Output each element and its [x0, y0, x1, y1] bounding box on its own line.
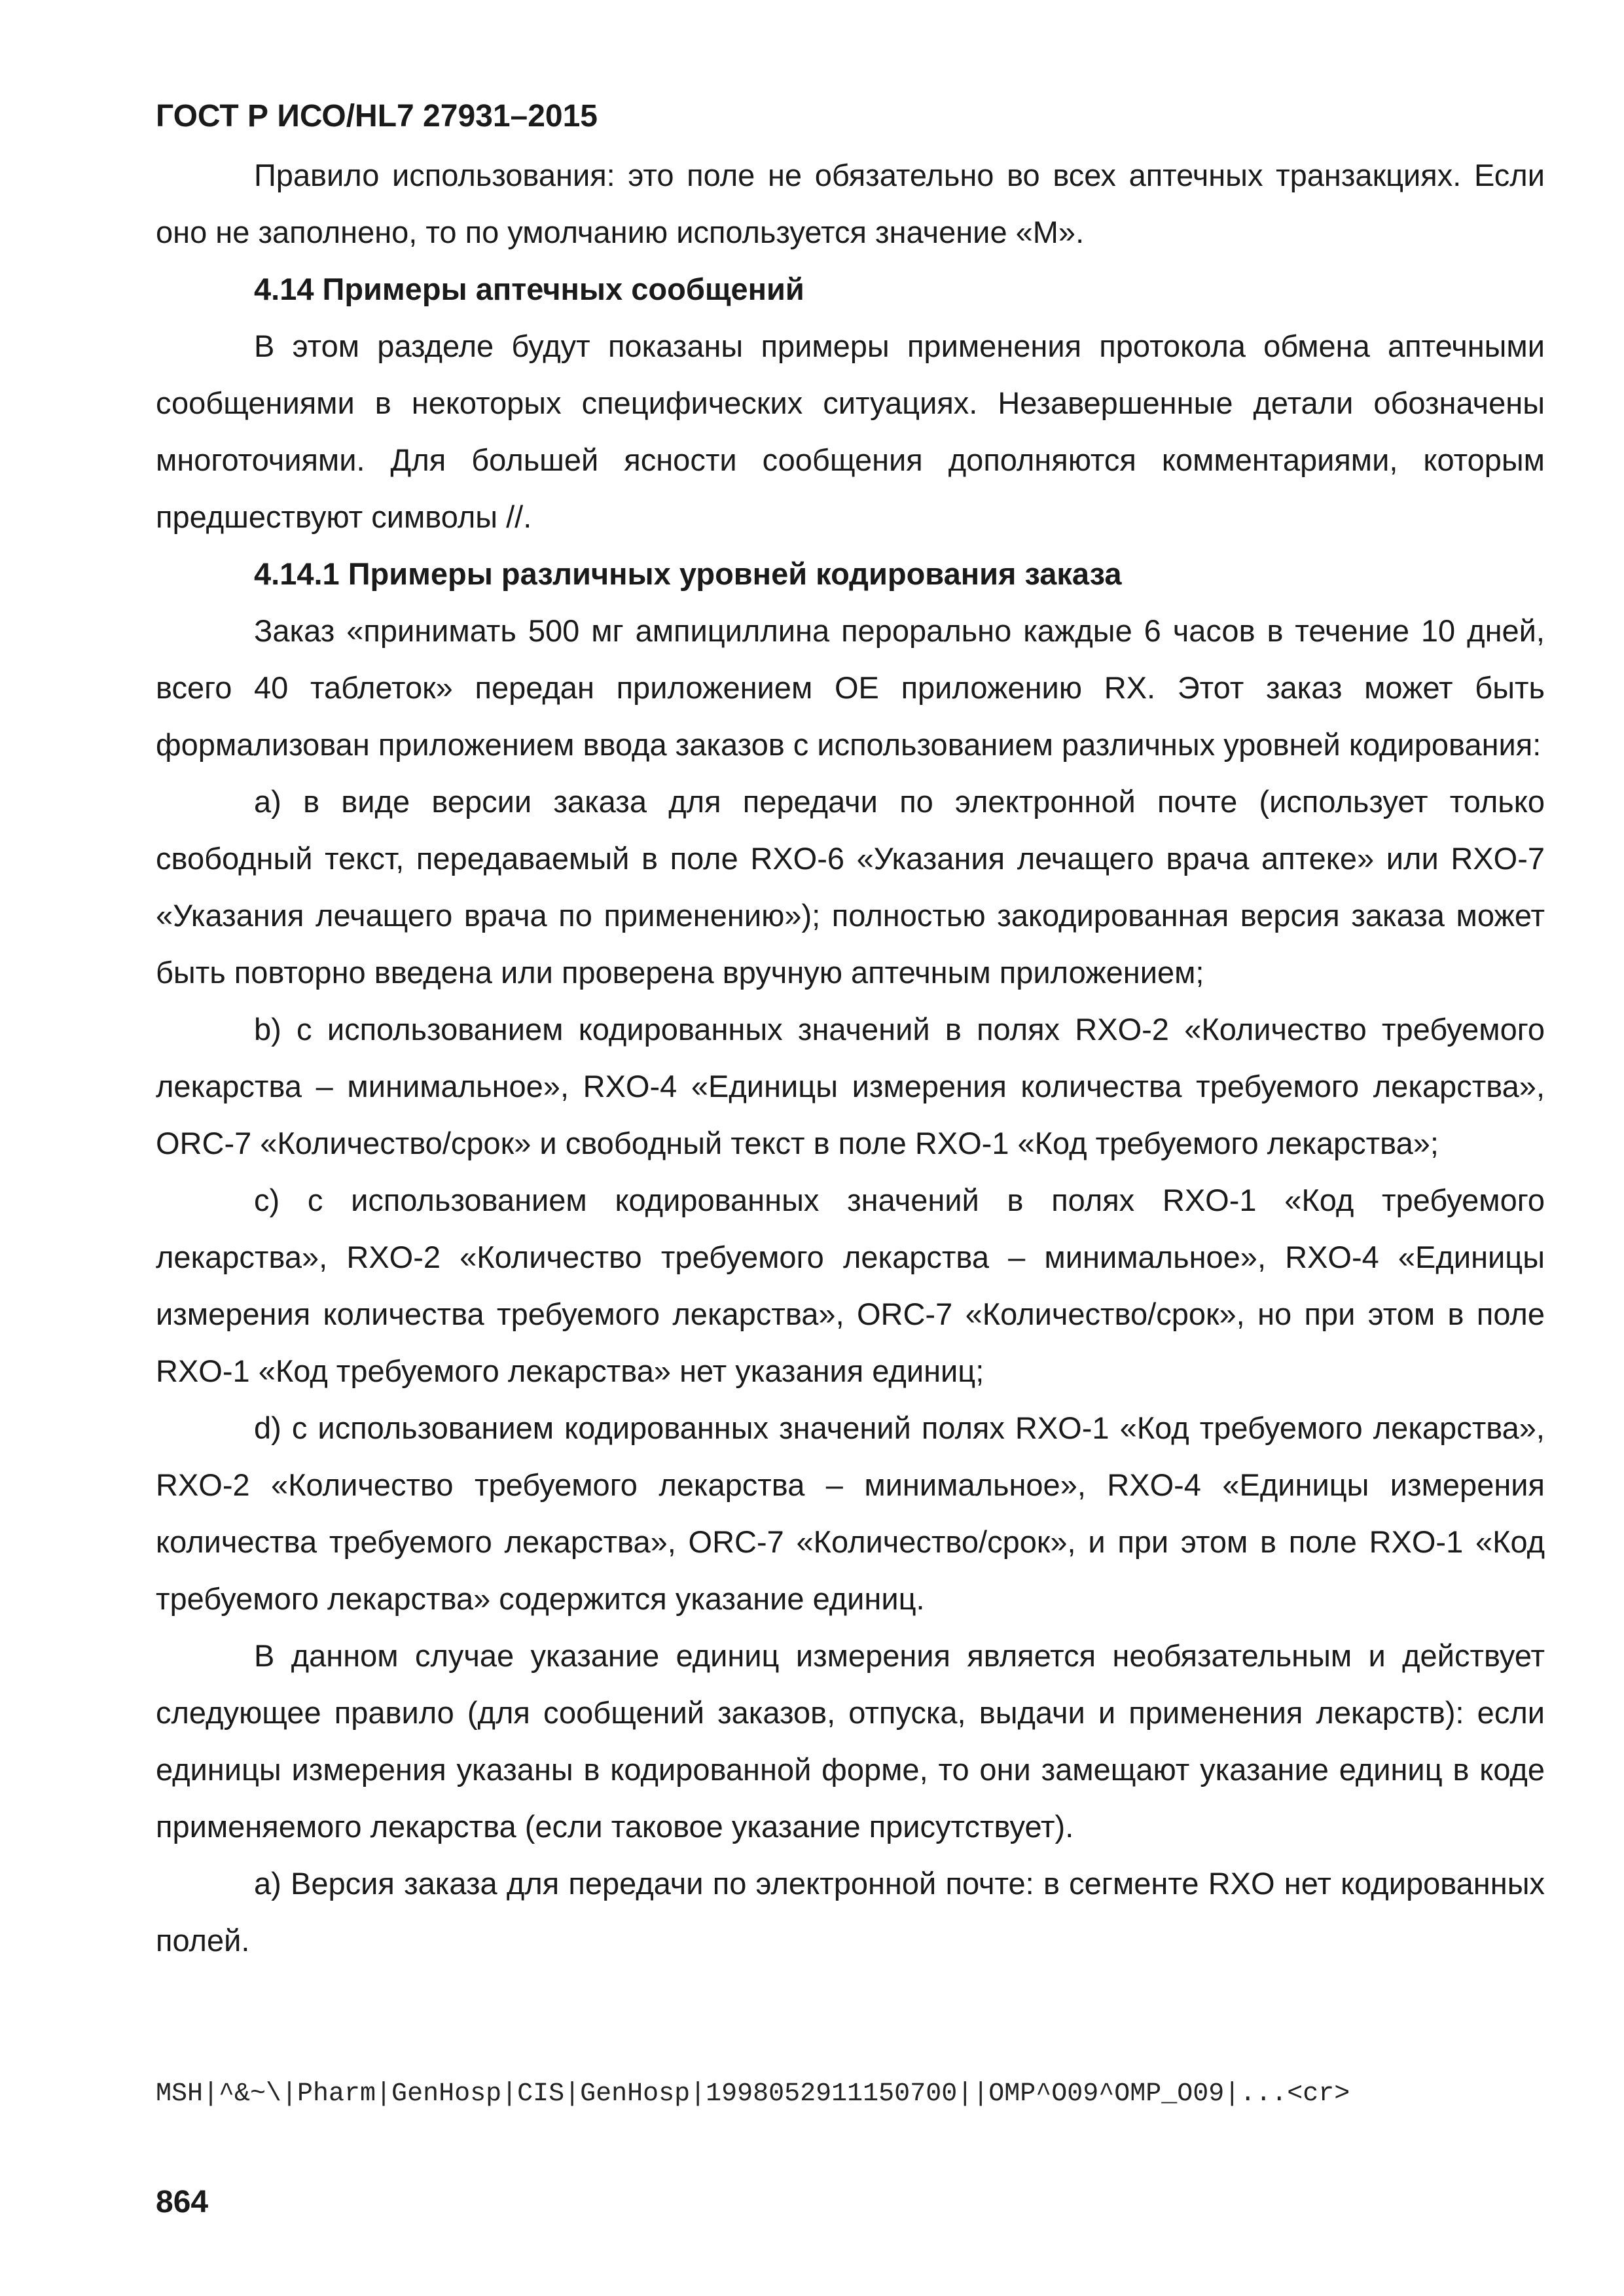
list-item-a: а) в виде версии заказа для передачи по электронной почте (использует только свободный текст, передаваемый в поле RXO-6 «Указания лечащего врача аптеке» или RXO-7 «Указания лечащего врача по применению»); полностью закодированная версия заказа может быть повторно введена или проверена вручную аптечным приложением;	[156, 784, 1545, 990]
list-item-d: d) с использованием кодированных значений полях RXO-1 «Код требуемого лекарства», RXO-2 «Количество требуемого лекарства – минимальное», RXO-4 «Единицы измерения количества требуемого лекарства», ORC-7 «Количество/срок», и при этом в поле RXO-1 «Код требуемого лекарства» содержится указание единиц.	[156, 1410, 1545, 1616]
section-heading-4-14-1: 4.14.1 Примеры различных уровней кодирования заказа	[254, 556, 1122, 591]
msh-segment-code: MSH|^&~\|Pharm|GenHosp|CIS|GenHosp|1998052911150700||OMP^O09^OMP_O09|...<cr>	[156, 2079, 1350, 2109]
list-item-b: b) с использованием кодированных значений в полях RXO-2 «Количество требуемого лекарства – минимальное», RXO-4 «Единицы измерения количества требуемого лекарства», ORC-7 «Количество/срок» и свободный текст в поле RXO-1 «Код требуемого лекарства»;	[156, 1012, 1545, 1160]
standard-header: ГОСТ Р ИСО/HL7 27931–2015	[156, 99, 598, 134]
intro-paragraph: В этом разделе будут показаны примеры применения протокола обмена аптечными сообщениями в некоторых специфических ситуациях. Незавершенные детали обозначены многоточиями. Для большей ясности сообщения дополняются комментариями, которым предшествуют символы //.	[156, 329, 1545, 534]
order-paragraph: Заказ «принимать 500 мг ампициллина перорально каждые 6 часов в течение 10 дней, всего 40 таблеток» передан приложением ОЕ приложению RX. Этот заказ может быть формализован приложением ввода заказов с использованием различных уровней кодирования:	[156, 613, 1545, 762]
email-version-paragraph: а) Версия заказа для передачи по электронной почте: в сегменте RXO нет кодированных полей.	[156, 1866, 1545, 1958]
page-number: 864	[156, 2185, 209, 2219]
document-body	[156, 147, 1545, 1969]
section-heading-4-14: 4.14 Примеры аптечных сообщений	[254, 272, 804, 306]
list-item-c: c) с использованием кодированных значений в полях RXO-1 «Код требуемого лекарства», RXO-2 «Количество требуемого лекарства – минимальное», RXO-4 «Единицы измерения количества требуемого лекарства», ORC-7 «Количество/срок», но при этом в поле RXO-1 «Код требуемого лекарства» нет указания единиц;	[156, 1183, 1545, 1388]
units-rule-paragraph: В данном случае указание единиц измерения является необязательным и действует следующее правило (для сообщений заказов, отпуска, выдачи и применения лекарств): если единицы измерения указаны в кодированной форме, то они замещают указание единиц в коде применяемого лекарства (если таковое указание присутствует).	[156, 1638, 1545, 1844]
usage-rule-paragraph: Правило использования: это поле не обязательно во всех аптечных транзакциях. Если оно не заполнено, то по умолчанию используется значение «M».	[156, 158, 1545, 249]
